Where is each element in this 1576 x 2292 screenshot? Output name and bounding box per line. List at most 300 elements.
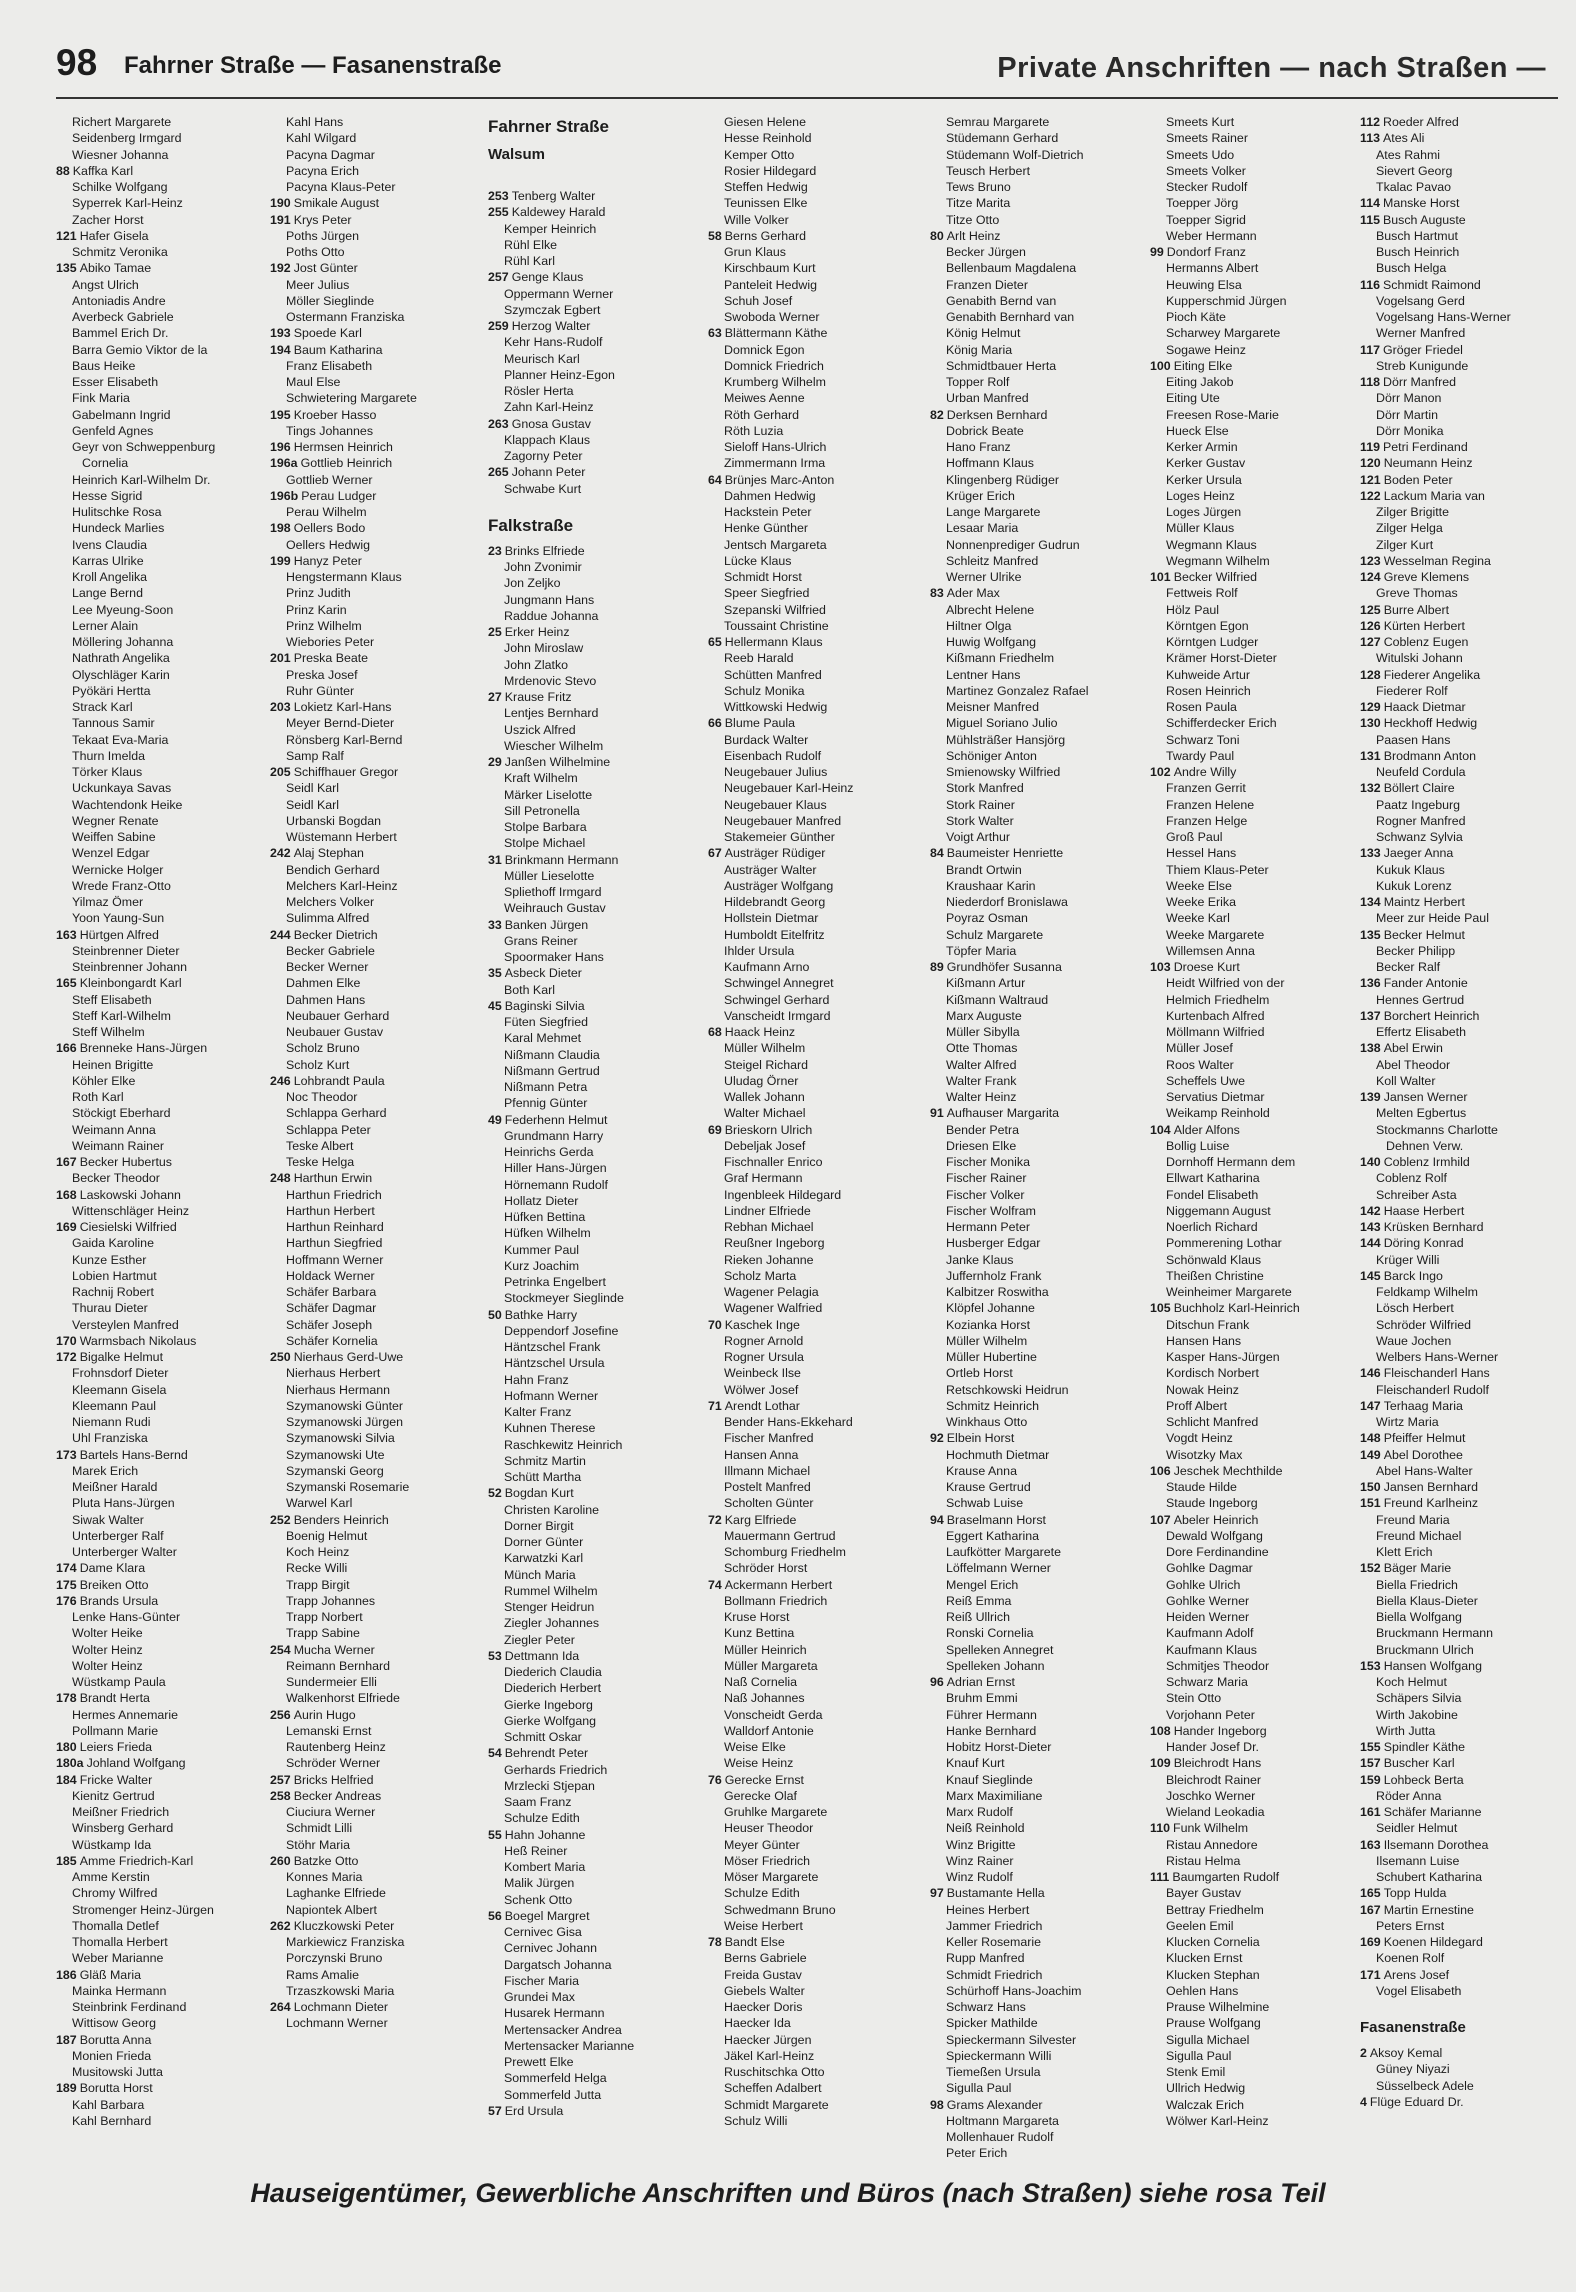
spacer	[488, 172, 698, 188]
resident-name: Süsselbeck Adele	[1376, 2078, 1474, 2093]
resident-name: Biella Klaus-Dieter	[1376, 1593, 1478, 1608]
resident-entry	[930, 1528, 1140, 1544]
resident-name: Knauf Sieglinde	[946, 1772, 1033, 1787]
resident-entry	[1150, 894, 1350, 910]
house-number: 67	[708, 846, 722, 861]
resident-name: Wirth Jutta	[1376, 1723, 1436, 1738]
house-number: 252	[270, 1512, 291, 1527]
street-heading: Fahrner Straße	[488, 117, 609, 136]
resident-entry	[1150, 2113, 1350, 2129]
resident-name: Alaj Stephan	[293, 846, 364, 861]
resident-entry	[56, 277, 261, 293]
resident-name: Mühlsträßer Hansjörg	[946, 732, 1066, 747]
house-number: 196	[270, 440, 291, 454]
resident-entry	[270, 715, 475, 731]
resident-name: Baumeister Henriette	[946, 846, 1064, 861]
resident-entry	[708, 228, 918, 244]
resident-name: Wüstkamp Ida	[72, 1837, 152, 1852]
column-4	[708, 114, 918, 2164]
resident-name: Haase Herbert	[1383, 1203, 1465, 1218]
resident-name: Werner Ulrike	[946, 570, 1022, 584]
resident-entry	[930, 1772, 1140, 1788]
resident-entry	[930, 439, 1140, 455]
resident-name: Scharwey Margarete	[1166, 326, 1281, 341]
resident-entry	[1150, 1934, 1350, 1950]
resident-name: Erker Heinz	[504, 625, 570, 639]
resident-name: Becker Theodor	[72, 1171, 160, 1186]
resident-name: Reimann Bernhard	[286, 1658, 391, 1673]
resident-name: Hürtgen Alfred	[79, 927, 159, 942]
resident-entry	[930, 1983, 1140, 1999]
house-number: 193	[270, 326, 291, 341]
resident-entry	[708, 1544, 918, 1560]
resident-name: Kupperschmid Jürgen	[1166, 293, 1287, 308]
resident-name: Marek Erich	[72, 1463, 139, 1478]
house-number: 108	[1150, 1723, 1171, 1738]
resident-entry	[56, 260, 261, 276]
resident-name: Naß Johannes	[724, 1691, 805, 1706]
resident-entry	[488, 1225, 698, 1241]
resident-name: Prause Wilhelmine	[1166, 2000, 1270, 2014]
resident-entry	[1150, 1430, 1350, 1446]
house-number: 115	[1360, 212, 1380, 227]
resident-entry	[930, 2015, 1140, 2031]
house-number: 255	[488, 205, 509, 220]
resident-entry	[488, 221, 698, 237]
resident-entry	[488, 884, 698, 900]
resident-entry	[488, 302, 698, 318]
resident-entry	[488, 1810, 698, 1826]
resident-entry	[270, 992, 475, 1008]
resident-name: Wittenschläger Heinz	[72, 1203, 190, 1218]
resident-entry	[270, 1723, 475, 1739]
resident-name: Uludag Örner	[724, 1073, 799, 1088]
resident-name: Schomburg Friedhelm	[724, 1545, 846, 1559]
resident-name: Pommerening Lothar	[1166, 1236, 1282, 1251]
resident-entry	[1150, 309, 1350, 325]
resident-name: Gerecke Olaf	[724, 1788, 797, 1803]
resident-entry	[270, 1999, 475, 2015]
resident-entry	[488, 1989, 698, 2005]
resident-entry	[1150, 2080, 1350, 2096]
resident-name: Weimann Anna	[72, 1122, 156, 1137]
resident-entry	[930, 764, 1140, 780]
resident-entry	[270, 1528, 475, 1544]
resident-entry	[708, 407, 918, 423]
resident-name: Szymanowski Silvia	[286, 1431, 395, 1446]
resident-entry	[708, 455, 918, 471]
resident-entry	[1360, 1967, 1560, 1983]
resident-name: Kürten Herbert	[1383, 618, 1465, 633]
resident-entry	[708, 1853, 918, 1869]
resident-entry	[1360, 1642, 1560, 1658]
resident-entry	[488, 1307, 698, 1323]
resident-name: Kaufmann Klaus	[1166, 1642, 1257, 1657]
resident-entry	[1360, 488, 1560, 504]
resident-entry	[1360, 1252, 1560, 1268]
resident-name: Laghanke Elfriede	[286, 1886, 386, 1901]
resident-name: Heuser Theodor	[724, 1821, 814, 1836]
resident-entry	[1360, 1365, 1560, 1381]
resident-name: Becker Werner	[286, 960, 369, 974]
resident-name: Meißner Friedrich	[72, 1805, 170, 1819]
resident-entry	[56, 390, 261, 406]
resident-entry	[488, 868, 698, 884]
street-heading: Walsum	[488, 146, 545, 163]
resident-name: Freida Gustav	[724, 1967, 802, 1982]
resident-name: Weise Elke	[724, 1740, 786, 1754]
resident-entry	[930, 407, 1140, 423]
house-number: 92	[930, 1431, 944, 1446]
resident-name: Kukuk Lorenz	[1376, 878, 1452, 893]
resident-name: Schwanz Sylvia	[1376, 830, 1463, 844]
resident-name: Wegner Renate	[72, 813, 159, 828]
resident-entry	[930, 1057, 1140, 1073]
resident-name: Dörr Manfred	[1383, 375, 1456, 389]
column-7	[1360, 114, 1560, 2164]
resident-name: Berns Gabriele	[724, 1951, 807, 1966]
resident-name: Hoffmann Klaus	[946, 456, 1034, 471]
resident-entry	[270, 1934, 475, 1950]
resident-entry	[1150, 260, 1350, 276]
resident-entry	[708, 585, 918, 601]
resident-name: Schenk Otto	[504, 1892, 573, 1907]
resident-name: Roos Walter	[1166, 1057, 1234, 1072]
resident-name: Hiller Hans-Jürgen	[504, 1161, 607, 1176]
resident-entry	[270, 1398, 475, 1414]
resident-name: Abel Theodor	[1376, 1057, 1451, 1072]
resident-entry	[1150, 130, 1350, 146]
resident-entry	[708, 374, 918, 390]
resident-name: Weinbeck Ilse	[724, 1366, 801, 1381]
resident-name: Uszick Alfred	[504, 722, 576, 737]
house-number: 185	[56, 1853, 77, 1868]
resident-name: Grans Reiner	[504, 933, 578, 948]
resident-name: Vorjohann Peter	[1166, 1707, 1255, 1722]
resident-name: Bender Petra	[946, 1122, 1020, 1137]
resident-name: Hermann Peter	[946, 1220, 1031, 1234]
resident-entry	[56, 813, 261, 829]
resident-entry	[708, 1187, 918, 1203]
resident-name: Zahn Karl-Heinz	[504, 400, 594, 415]
resident-entry	[1360, 520, 1560, 536]
resident-entry	[930, 1544, 1140, 1560]
resident-name: Trapp Norbert	[286, 1610, 363, 1624]
resident-entry	[270, 650, 475, 666]
resident-entry	[708, 1300, 918, 1316]
resident-name: Dame Klara	[79, 1561, 146, 1576]
resident-entry	[270, 130, 475, 146]
resident-entry	[1360, 797, 1560, 813]
resident-entry	[708, 764, 918, 780]
house-number: 174	[56, 1561, 77, 1576]
resident-name: Saam Franz	[504, 1795, 572, 1809]
resident-name: Smeets Kurt	[1166, 115, 1235, 129]
resident-name: Fiederer Angelika	[1383, 667, 1481, 682]
resident-entry	[708, 244, 918, 260]
resident-entry	[488, 624, 698, 640]
resident-entry	[1360, 634, 1560, 650]
resident-entry	[56, 1057, 261, 1073]
resident-name: Kerker Armin	[1166, 440, 1238, 454]
resident-name: Szymanowski Günter	[286, 1398, 404, 1413]
house-number: 76	[708, 1772, 722, 1787]
resident-entry	[56, 1430, 261, 1446]
resident-entry	[56, 862, 261, 878]
resident-name: Wagener Walfried	[724, 1301, 823, 1316]
resident-entry	[270, 228, 475, 244]
resident-name: Scholz Kurt	[286, 1057, 350, 1072]
resident-entry	[270, 1252, 475, 1268]
resident-entry	[930, 1398, 1140, 1414]
resident-name: Brands Ursula	[79, 1593, 159, 1608]
house-number: 74	[708, 1577, 722, 1592]
resident-name: Lohbeck Berta	[1383, 1772, 1464, 1787]
resident-name: Niederdorf Bronislawa	[946, 895, 1068, 909]
resident-entry	[1360, 130, 1560, 146]
resident-entry	[1150, 1252, 1350, 1268]
resident-name: Jeschek Mechthilde	[1173, 1463, 1283, 1478]
resident-entry	[270, 1512, 475, 1528]
resident-entry	[488, 351, 698, 367]
resident-entry	[1360, 1333, 1560, 1349]
resident-entry	[488, 559, 698, 575]
house-number: 134	[1360, 895, 1381, 909]
resident-entry	[488, 608, 698, 624]
resident-entry	[708, 342, 918, 358]
resident-entry	[56, 1495, 261, 1511]
house-number: 117	[1360, 342, 1380, 357]
resident-entry	[708, 439, 918, 455]
resident-name: Gröger Friedel	[1383, 342, 1463, 357]
resident-name: Prause Wolfgang	[1166, 2016, 1261, 2031]
resident-entry	[708, 1479, 918, 1495]
house-number: 263	[488, 416, 509, 431]
resident-entry	[930, 943, 1140, 959]
resident-name: Zilger Helga	[1376, 521, 1443, 536]
resident-entry	[488, 738, 698, 754]
resident-name: Fondel Elisabeth	[1166, 1187, 1259, 1202]
resident-entry	[1150, 293, 1350, 309]
resident-name: Raschkewitz Heinrich	[504, 1437, 623, 1452]
resident-entry	[1150, 244, 1350, 260]
resident-entry	[1360, 1625, 1560, 1641]
resident-entry	[1150, 1983, 1350, 1999]
resident-name: Krumberg Wilhelm	[724, 375, 826, 389]
resident-name: Nathrath Angelika	[72, 651, 170, 666]
resident-name: Fink Maria	[72, 391, 130, 406]
resident-entry	[488, 253, 698, 269]
resident-entry	[1150, 1479, 1350, 1495]
resident-entry	[488, 1697, 698, 1713]
resident-entry	[1150, 650, 1350, 666]
resident-name: Ditschun Frank	[1166, 1317, 1250, 1332]
house-number: 109	[1150, 1756, 1171, 1771]
resident-entry	[930, 1837, 1140, 1853]
resident-entry	[488, 481, 698, 497]
resident-name: Wegmann Klaus	[1166, 537, 1257, 552]
resident-name: Weiffen Sabine	[72, 830, 156, 844]
resident-name: Franzen Helge	[1166, 813, 1248, 828]
resident-name: Kalter Franz	[504, 1405, 572, 1419]
resident-entry	[708, 1577, 918, 1593]
resident-name: Lochmann Werner	[286, 2016, 388, 2031]
resident-entry	[1150, 1999, 1350, 2015]
resident-name: Müller Margareta	[724, 1658, 818, 1673]
house-number: 71	[708, 1398, 722, 1413]
resident-name: Abeler Heinrich	[1173, 1512, 1259, 1527]
resident-entry	[488, 2087, 698, 2103]
resident-name: Bathke Harry	[504, 1307, 578, 1322]
house-number: 196a	[270, 456, 298, 471]
resident-entry	[270, 455, 475, 471]
resident-name: Kraushaar Karin	[946, 878, 1036, 893]
resident-entry	[270, 1885, 475, 1901]
resident-name: Mertensacker Marianne	[504, 2038, 635, 2053]
house-number: 25	[488, 625, 502, 639]
resident-entry	[1150, 1625, 1350, 1641]
house-number: 83	[930, 586, 944, 601]
resident-name: Humboldt Eitelfritz	[724, 927, 825, 942]
resident-name: Dörr Monika	[1376, 423, 1444, 438]
resident-name: Schwarz Hans	[946, 2000, 1026, 2014]
house-number: 125	[1360, 602, 1381, 617]
resident-name: Wiescher Wilhelm	[504, 738, 604, 753]
resident-entry	[1360, 260, 1560, 276]
resident-name: Uhl Franziska	[72, 1431, 148, 1446]
resident-entry	[56, 1024, 261, 1040]
resident-name: Scholz Bruno	[286, 1041, 360, 1056]
house-number: 112	[1360, 115, 1380, 129]
resident-entry	[270, 813, 475, 829]
house-number: 102	[1150, 765, 1171, 779]
resident-entry	[1150, 1642, 1350, 1658]
resident-entry	[270, 1170, 475, 1186]
resident-entry	[1150, 2015, 1350, 2031]
resident-entry	[270, 212, 475, 228]
resident-entry	[930, 1788, 1140, 1804]
resident-name: Janke Klaus	[946, 1252, 1014, 1267]
resident-entry	[56, 1154, 261, 1170]
resident-name: Genge Klaus	[511, 270, 584, 285]
resident-name: Niggemann August	[1166, 1203, 1271, 1218]
resident-name: Tannous Samir	[72, 716, 155, 731]
resident-name: Smeets Volker	[1166, 163, 1246, 178]
resident-entry	[270, 1853, 475, 1869]
resident-name: Schulze Edith	[504, 1811, 580, 1826]
resident-name: Schmitjes Theodor	[1166, 1658, 1270, 1673]
resident-name: Schulz Willi	[724, 2113, 788, 2128]
resident-name: Huwig Wolfgang	[946, 635, 1036, 649]
resident-name: Löffelmann Werner	[946, 1561, 1051, 1576]
house-number: 262	[270, 1918, 291, 1933]
resident-entry	[1360, 1707, 1560, 1723]
resident-entry	[56, 2064, 261, 2080]
resident-name: Kaufmann Adolf	[1166, 1626, 1254, 1641]
resident-name: Mainka Hermann	[72, 1983, 167, 1998]
resident-name: Speer Siegfried	[724, 586, 810, 601]
resident-entry	[708, 1593, 918, 1609]
resident-name: Kordisch Norbert	[1166, 1366, 1259, 1381]
resident-name: Thiem Klaus-Peter	[1166, 862, 1269, 877]
resident-entry	[56, 910, 261, 926]
resident-name: Schwabe Kurt	[504, 481, 582, 496]
resident-name: Unterberger Ralf	[72, 1528, 164, 1543]
resident-entry	[708, 813, 918, 829]
resident-name: Lokietz Karl-Hans	[293, 700, 392, 714]
resident-entry	[930, 1885, 1140, 1901]
resident-name: Kahl Wilgard	[286, 131, 357, 146]
resident-name: Wölwer Josef	[724, 1382, 799, 1397]
resident-name: Giesen Helene	[724, 115, 806, 129]
resident-entry	[1360, 602, 1560, 618]
resident-name: Koenen Hildegard	[1383, 1935, 1483, 1949]
column-2	[270, 114, 475, 2164]
resident-entry	[708, 699, 918, 715]
resident-entry	[1150, 407, 1350, 423]
resident-entry	[708, 1317, 918, 1333]
resident-entry	[1150, 1300, 1350, 1316]
resident-name: Schifferdecker Erich	[1166, 716, 1277, 731]
resident-entry	[1150, 1577, 1350, 1593]
resident-entry	[708, 667, 918, 683]
house-number: 65	[708, 635, 722, 649]
resident-name: Hermsen Heinrich	[293, 440, 393, 454]
resident-entry	[930, 748, 1140, 764]
house-number: 89	[930, 960, 944, 974]
resident-entry	[1150, 715, 1350, 731]
resident-name: Haack Dietmar	[1383, 700, 1466, 714]
resident-name: Törker Klaus	[72, 765, 143, 779]
resident-name: Meer Julius	[286, 277, 350, 292]
resident-name: Lücke Klaus	[724, 553, 792, 568]
resident-entry	[1360, 1187, 1560, 1203]
resident-entry	[1150, 1723, 1350, 1739]
resident-entry	[708, 277, 918, 293]
resident-entry	[56, 1885, 261, 1901]
resident-entry	[930, 1658, 1140, 1674]
resident-entry	[56, 2015, 261, 2031]
resident-entry	[930, 2097, 1140, 2113]
resident-name: Rachnij Robert	[72, 1285, 154, 1299]
resident-name: Möllering Johanna	[72, 635, 174, 649]
resident-entry	[270, 1382, 475, 1398]
resident-name: Spelleken Annegret	[946, 1642, 1054, 1657]
resident-name: Chromy Wilfred	[72, 1886, 158, 1901]
resident-name: Roth Karl	[72, 1090, 124, 1104]
resident-name: Kirschbaum Kurt	[724, 261, 816, 276]
resident-name: Schuh Josef	[724, 293, 793, 308]
resident-entry	[708, 114, 918, 130]
resident-name: Karal Mehmet	[504, 1031, 582, 1046]
resident-name: Szymanowski Jürgen	[286, 1415, 404, 1429]
resident-entry	[708, 179, 918, 195]
resident-name: Paasen Hans	[1376, 732, 1451, 747]
resident-entry	[488, 917, 698, 933]
resident-name: Brinkmann Hermann	[504, 852, 619, 867]
resident-entry	[56, 650, 261, 666]
resident-name: Ivens Claudia	[72, 537, 148, 552]
resident-entry	[1150, 1447, 1350, 1463]
resident-name: Zilger Kurt	[1376, 537, 1434, 552]
resident-entry	[1150, 472, 1350, 488]
resident-entry	[1360, 1804, 1560, 1820]
resident-entry	[270, 1430, 475, 1446]
resident-name: Weinheimer Margarete	[1166, 1285, 1292, 1299]
resident-name: Fischer Maria	[504, 1973, 580, 1988]
resident-name: Fischer Wolfram	[946, 1203, 1036, 1218]
resident-name: Baginski Silvia	[504, 998, 585, 1013]
